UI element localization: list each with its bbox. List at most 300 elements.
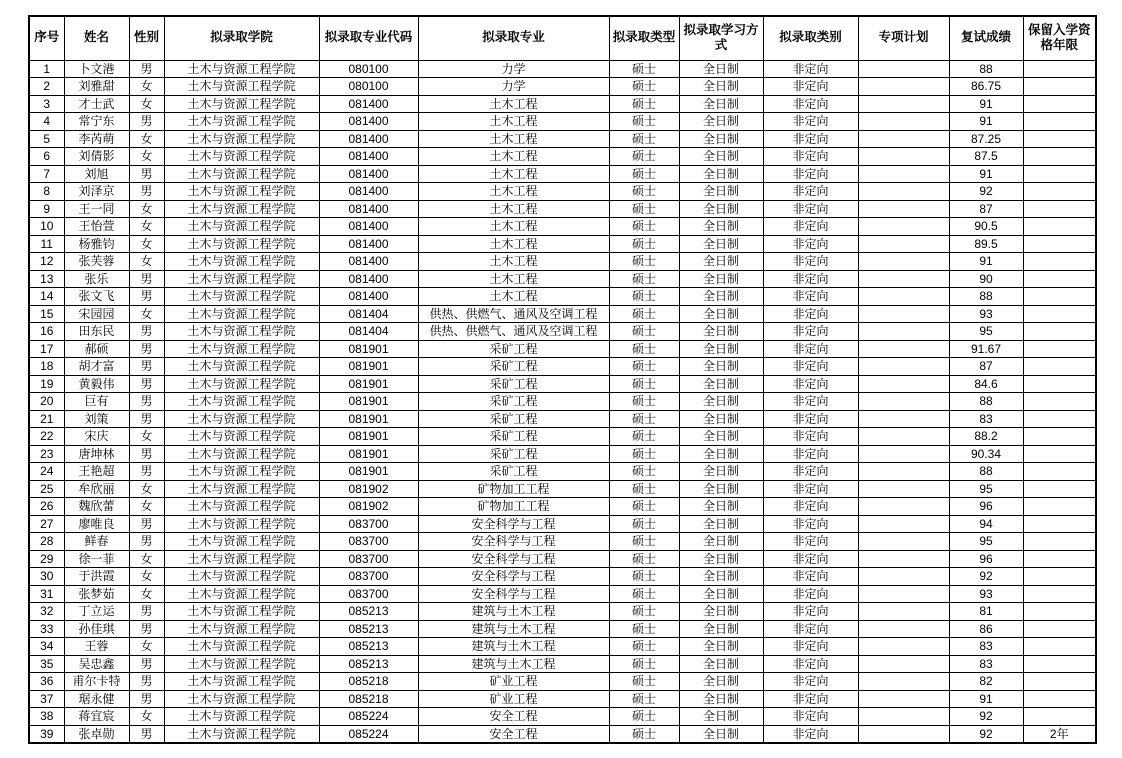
cell-exam-score: 87.5 [949,148,1023,166]
cell-index: 30 [29,568,64,586]
cell-major: 安全工程 [418,725,609,743]
cell-gender: 女 [129,638,164,656]
cell-degree-type: 硕士 [609,620,679,638]
cell-name: 田东民 [64,323,129,341]
cell-gender: 女 [129,708,164,726]
cell-name: 宋庆 [64,428,129,446]
table-row [29,445,1096,463]
cell-gender: 女 [129,78,164,96]
cell-category: 非定向 [763,428,858,446]
cell-name: 孙佳琪 [64,620,129,638]
cell-gender: 男 [129,165,164,183]
cell-study-mode: 全日制 [679,148,763,166]
cell-category: 非定向 [763,568,858,586]
cell-major: 安全科学与工程 [418,568,609,586]
cell-exam-score: 91 [949,95,1023,113]
cell-exam-score: 86.75 [949,78,1023,96]
cell-deferral [1023,113,1096,131]
table-row [29,375,1096,393]
cell-major-code: 085224 [319,708,418,726]
cell-category: 非定向 [763,375,858,393]
cell-special-plan [858,725,949,743]
cell-study-mode: 全日制 [679,708,763,726]
cell-degree-type: 硕士 [609,340,679,358]
cell-study-mode: 全日制 [679,428,763,446]
cell-category: 非定向 [763,673,858,691]
cell-major: 土木工程 [418,200,609,218]
table-row [29,690,1096,708]
cell-special-plan [858,568,949,586]
table-row [29,183,1096,201]
cell-category: 非定向 [763,305,858,323]
cell-degree-type: 硕士 [609,480,679,498]
cell-major: 采矿工程 [418,393,609,411]
cell-name: 郝硕 [64,340,129,358]
cell-special-plan [858,305,949,323]
cell-name: 王怡萱 [64,218,129,236]
cell-college: 土木与资源工程学院 [164,165,319,183]
cell-college: 土木与资源工程学院 [164,60,319,78]
cell-category: 非定向 [763,480,858,498]
cell-special-plan [858,165,949,183]
cell-special-plan [858,253,949,271]
cell-category: 非定向 [763,725,858,743]
cell-degree-type: 硕士 [609,60,679,78]
cell-special-plan [858,550,949,568]
cell-college: 土木与资源工程学院 [164,568,319,586]
cell-special-plan [858,323,949,341]
header-row [29,16,1096,60]
cell-degree-type: 硕士 [609,533,679,551]
cell-deferral: 2年 [1023,725,1096,743]
cell-name: 张文飞 [64,288,129,306]
cell-degree-type: 硕士 [609,463,679,481]
cell-index: 15 [29,305,64,323]
cell-category: 非定向 [763,148,858,166]
cell-major-code: 083700 [319,533,418,551]
cell-name: 于洪霞 [64,568,129,586]
cell-index: 1 [29,60,64,78]
cell-name: 魏欣蕾 [64,498,129,516]
cell-index: 16 [29,323,64,341]
cell-deferral [1023,410,1096,428]
cell-name: 刘策 [64,410,129,428]
cell-index: 32 [29,603,64,621]
table-row [29,78,1096,96]
table-row [29,620,1096,638]
cell-degree-type: 硕士 [609,270,679,288]
cell-category: 非定向 [763,445,858,463]
cell-gender: 男 [129,183,164,201]
cell-category: 非定向 [763,270,858,288]
cell-index: 21 [29,410,64,428]
cell-study-mode: 全日制 [679,585,763,603]
cell-category: 非定向 [763,655,858,673]
cell-deferral [1023,498,1096,516]
cell-major: 土木工程 [418,113,609,131]
cell-college: 土木与资源工程学院 [164,463,319,481]
cell-major: 建筑与土木工程 [418,638,609,656]
cell-study-mode: 全日制 [679,638,763,656]
cell-category: 非定向 [763,235,858,253]
cell-deferral [1023,568,1096,586]
cell-category: 非定向 [763,585,858,603]
cell-degree-type: 硕士 [609,200,679,218]
cell-special-plan [858,428,949,446]
column-header-name: 姓名 [64,16,129,60]
cell-study-mode: 全日制 [679,165,763,183]
cell-study-mode: 全日制 [679,323,763,341]
cell-exam-score: 84.6 [949,375,1023,393]
cell-name: 黄毅伟 [64,375,129,393]
cell-name: 李芮萌 [64,130,129,148]
cell-college: 土木与资源工程学院 [164,410,319,428]
cell-major-code: 081901 [319,428,418,446]
cell-exam-score: 87 [949,358,1023,376]
cell-major-code: 085224 [319,725,418,743]
cell-category: 非定向 [763,550,858,568]
cell-index: 38 [29,708,64,726]
cell-exam-score: 95 [949,323,1023,341]
cell-category: 非定向 [763,253,858,271]
cell-index: 34 [29,638,64,656]
cell-deferral [1023,95,1096,113]
cell-major-code: 081400 [319,288,418,306]
cell-category: 非定向 [763,708,858,726]
cell-name: 王蓉 [64,638,129,656]
cell-category: 非定向 [763,515,858,533]
cell-study-mode: 全日制 [679,445,763,463]
table-row [29,585,1096,603]
column-header-gender: 性别 [129,16,164,60]
cell-exam-score: 94 [949,515,1023,533]
cell-major: 矿业工程 [418,690,609,708]
cell-gender: 女 [129,585,164,603]
cell-gender: 男 [129,288,164,306]
cell-major: 安全科学与工程 [418,533,609,551]
cell-college: 土木与资源工程学院 [164,393,319,411]
cell-college: 土木与资源工程学院 [164,305,319,323]
column-header-deferral: 保留入学资格年限 [1023,16,1096,60]
cell-degree-type: 硕士 [609,725,679,743]
cell-exam-score: 92 [949,183,1023,201]
cell-study-mode: 全日制 [679,673,763,691]
cell-study-mode: 全日制 [679,655,763,673]
cell-category: 非定向 [763,130,858,148]
cell-major-code: 081901 [319,375,418,393]
cell-major: 土木工程 [418,130,609,148]
cell-gender: 女 [129,428,164,446]
cell-index: 10 [29,218,64,236]
table-row [29,515,1096,533]
cell-index: 25 [29,480,64,498]
cell-major: 采矿工程 [418,463,609,481]
cell-college: 土木与资源工程学院 [164,708,319,726]
cell-study-mode: 全日制 [679,340,763,358]
cell-degree-type: 硕士 [609,550,679,568]
admission-list-sheet [28,15,1095,744]
cell-college: 土木与资源工程学院 [164,620,319,638]
cell-name: 廖唯良 [64,515,129,533]
table-row [29,498,1096,516]
cell-deferral [1023,638,1096,656]
cell-college: 土木与资源工程学院 [164,218,319,236]
cell-category: 非定向 [763,95,858,113]
cell-gender: 男 [129,410,164,428]
cell-category: 非定向 [763,358,858,376]
cell-index: 14 [29,288,64,306]
cell-major-code: 083700 [319,515,418,533]
cell-index: 8 [29,183,64,201]
cell-major-code: 081400 [319,218,418,236]
cell-degree-type: 硕士 [609,235,679,253]
cell-major: 土木工程 [418,165,609,183]
cell-study-mode: 全日制 [679,358,763,376]
cell-index: 17 [29,340,64,358]
cell-deferral [1023,515,1096,533]
cell-college: 土木与资源工程学院 [164,428,319,446]
cell-special-plan [858,673,949,691]
cell-major: 矿物加工工程 [418,498,609,516]
cell-name: 卜文港 [64,60,129,78]
cell-college: 土木与资源工程学院 [164,78,319,96]
cell-gender: 女 [129,568,164,586]
cell-college: 土木与资源工程学院 [164,515,319,533]
cell-gender: 女 [129,130,164,148]
column-header-index: 序号 [29,16,64,60]
cell-college: 土木与资源工程学院 [164,253,319,271]
table-row [29,148,1096,166]
table-row [29,323,1096,341]
cell-name: 杨雅钧 [64,235,129,253]
cell-major: 土木工程 [418,235,609,253]
cell-gender: 男 [129,340,164,358]
cell-major-code: 083700 [319,585,418,603]
cell-major-code: 081400 [319,235,418,253]
cell-gender: 男 [129,673,164,691]
cell-category: 非定向 [763,410,858,428]
cell-gender: 男 [129,358,164,376]
cell-deferral [1023,288,1096,306]
cell-category: 非定向 [763,165,858,183]
cell-category: 非定向 [763,463,858,481]
cell-category: 非定向 [763,78,858,96]
cell-special-plan [858,620,949,638]
cell-degree-type: 硕士 [609,515,679,533]
cell-major-code: 081400 [319,95,418,113]
column-header-category: 拟录取类别 [763,16,858,60]
table-row [29,358,1096,376]
cell-major-code: 081400 [319,165,418,183]
cell-degree-type: 硕士 [609,690,679,708]
cell-major-code: 081400 [319,270,418,288]
table-row [29,60,1096,78]
cell-major: 建筑与土木工程 [418,603,609,621]
cell-study-mode: 全日制 [679,60,763,78]
table-row [29,725,1096,743]
cell-major-code: 081400 [319,130,418,148]
table-row [29,708,1096,726]
cell-degree-type: 硕士 [609,218,679,236]
cell-major-code: 083700 [319,550,418,568]
cell-degree-type: 硕士 [609,410,679,428]
cell-major-code: 081901 [319,463,418,481]
cell-gender: 男 [129,60,164,78]
cell-exam-score: 86 [949,620,1023,638]
cell-major: 力学 [418,60,609,78]
cell-exam-score: 93 [949,305,1023,323]
cell-college: 土木与资源工程学院 [164,113,319,131]
cell-major-code: 085218 [319,673,418,691]
cell-college: 土木与资源工程学院 [164,603,319,621]
cell-special-plan [858,445,949,463]
cell-study-mode: 全日制 [679,270,763,288]
cell-exam-score: 95 [949,533,1023,551]
table-row [29,393,1096,411]
table-row [29,200,1096,218]
cell-college: 土木与资源工程学院 [164,375,319,393]
cell-deferral [1023,165,1096,183]
cell-study-mode: 全日制 [679,533,763,551]
table-row [29,655,1096,673]
cell-index: 20 [29,393,64,411]
cell-major: 安全工程 [418,708,609,726]
cell-special-plan [858,515,949,533]
cell-special-plan [858,498,949,516]
cell-gender: 男 [129,690,164,708]
cell-name: 徐一菲 [64,550,129,568]
cell-college: 土木与资源工程学院 [164,638,319,656]
table-row [29,165,1096,183]
cell-major: 土木工程 [418,253,609,271]
cell-college: 土木与资源工程学院 [164,480,319,498]
cell-category: 非定向 [763,638,858,656]
table-row [29,463,1096,481]
cell-major: 力学 [418,78,609,96]
cell-study-mode: 全日制 [679,200,763,218]
cell-major-code: 081901 [319,410,418,428]
cell-study-mode: 全日制 [679,288,763,306]
cell-deferral [1023,428,1096,446]
cell-index: 26 [29,498,64,516]
cell-exam-score: 82 [949,673,1023,691]
cell-special-plan [858,270,949,288]
table-row [29,638,1096,656]
cell-category: 非定向 [763,200,858,218]
cell-major-code: 081901 [319,445,418,463]
cell-major-code: 081902 [319,480,418,498]
cell-index: 4 [29,113,64,131]
cell-degree-type: 硕士 [609,165,679,183]
column-header-college: 拟录取学院 [164,16,319,60]
table-row [29,673,1096,691]
table-row [29,568,1096,586]
column-header-major-code: 拟录取专业代码 [319,16,418,60]
cell-exam-score: 88 [949,463,1023,481]
cell-category: 非定向 [763,498,858,516]
admission-table [28,15,1097,744]
cell-exam-score: 88.2 [949,428,1023,446]
cell-gender: 男 [129,323,164,341]
cell-degree-type: 硕士 [609,78,679,96]
cell-study-mode: 全日制 [679,463,763,481]
cell-study-mode: 全日制 [679,218,763,236]
cell-category: 非定向 [763,533,858,551]
cell-gender: 男 [129,725,164,743]
cell-degree-type: 硕士 [609,655,679,673]
table-row [29,218,1096,236]
cell-exam-score: 88 [949,393,1023,411]
cell-major: 矿物加工工程 [418,480,609,498]
cell-deferral [1023,445,1096,463]
cell-major: 建筑与土木工程 [418,620,609,638]
cell-category: 非定向 [763,323,858,341]
table-row [29,550,1096,568]
cell-major: 土木工程 [418,218,609,236]
cell-name: 张乐 [64,270,129,288]
cell-deferral [1023,270,1096,288]
cell-category: 非定向 [763,603,858,621]
cell-major-code: 080100 [319,60,418,78]
cell-study-mode: 全日制 [679,515,763,533]
cell-special-plan [858,288,949,306]
cell-name: 巨有 [64,393,129,411]
cell-college: 土木与资源工程学院 [164,235,319,253]
cell-study-mode: 全日制 [679,498,763,516]
cell-name: 张卓勋 [64,725,129,743]
cell-degree-type: 硕士 [609,358,679,376]
cell-name: 刘泽京 [64,183,129,201]
cell-name: 蒋宜宸 [64,708,129,726]
cell-gender: 男 [129,655,164,673]
cell-gender: 男 [129,515,164,533]
cell-study-mode: 全日制 [679,95,763,113]
cell-exam-score: 91 [949,253,1023,271]
cell-index: 23 [29,445,64,463]
cell-index: 39 [29,725,64,743]
table-row [29,130,1096,148]
cell-major: 采矿工程 [418,445,609,463]
cell-deferral [1023,690,1096,708]
cell-gender: 女 [129,498,164,516]
cell-gender: 男 [129,113,164,131]
cell-special-plan [858,463,949,481]
cell-category: 非定向 [763,113,858,131]
cell-category: 非定向 [763,340,858,358]
cell-exam-score: 89.5 [949,235,1023,253]
cell-special-plan [858,638,949,656]
cell-degree-type: 硕士 [609,375,679,393]
cell-exam-score: 96 [949,550,1023,568]
cell-major: 安全科学与工程 [418,550,609,568]
cell-index: 36 [29,673,64,691]
cell-college: 土木与资源工程学院 [164,358,319,376]
cell-major-code: 081901 [319,393,418,411]
table-row [29,603,1096,621]
cell-deferral [1023,375,1096,393]
cell-special-plan [858,533,949,551]
cell-college: 土木与资源工程学院 [164,270,319,288]
cell-major-code: 080100 [319,78,418,96]
cell-college: 土木与资源工程学院 [164,725,319,743]
cell-major-code: 085218 [319,690,418,708]
cell-study-mode: 全日制 [679,480,763,498]
cell-college: 土木与资源工程学院 [164,148,319,166]
cell-major-code: 085213 [319,655,418,673]
cell-major-code: 081400 [319,183,418,201]
cell-college: 土木与资源工程学院 [164,498,319,516]
cell-gender: 女 [129,218,164,236]
